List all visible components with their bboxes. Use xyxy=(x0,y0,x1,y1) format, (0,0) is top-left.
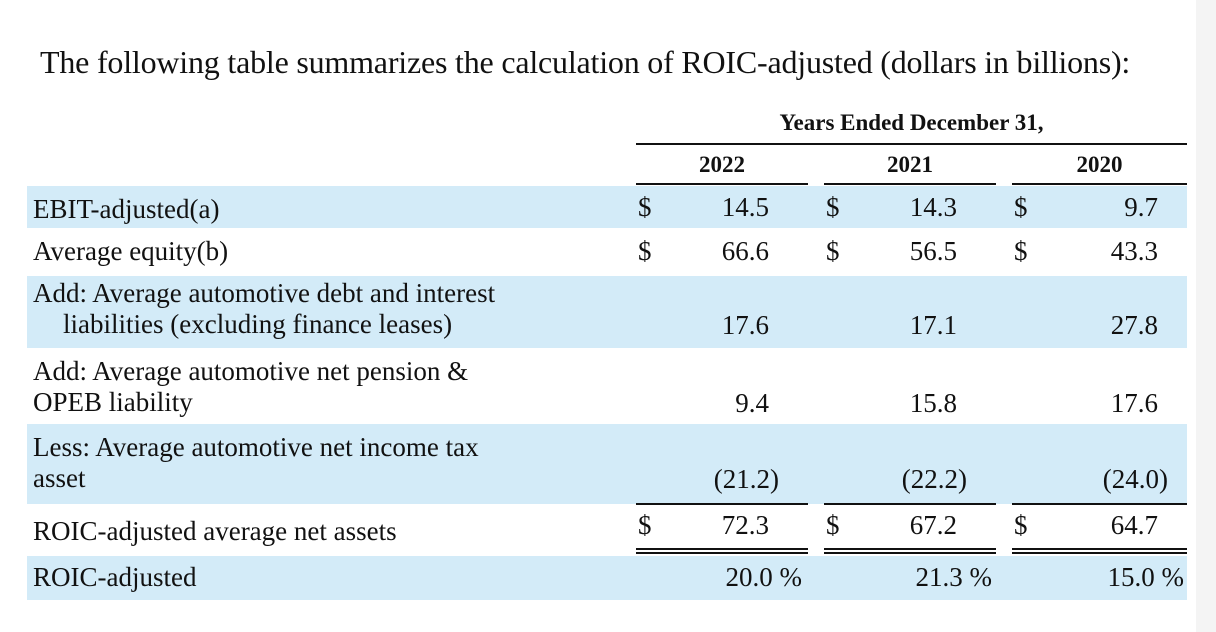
row-label xyxy=(33,236,228,267)
row-label xyxy=(33,194,219,225)
value-2020: 15.0 % xyxy=(1107,562,1184,592)
dollar-sign: $ xyxy=(1014,510,1028,540)
years-ended-header: Years Ended December 31, xyxy=(779,110,1044,135)
row-label-line: Add: Average automotive net pension & xyxy=(33,356,469,386)
total-double-rule xyxy=(824,548,996,554)
table-row-net-assets xyxy=(27,506,1187,550)
value-2021: 56.5 xyxy=(909,236,957,266)
table-row-automotive-debt xyxy=(27,276,1187,348)
value-2021: 15.8 xyxy=(909,388,957,418)
value-2020: (24.0) xyxy=(1102,464,1168,494)
year-2021-header: 2021 xyxy=(887,152,933,177)
row-label-line: ROIC-adjusted average net assets xyxy=(33,516,397,546)
subtotal-rule xyxy=(1012,503,1187,505)
value-2020: 64.7 xyxy=(1110,510,1158,540)
subtotal-rule xyxy=(636,503,808,505)
row-label-line: liabilities (excluding finance leases) xyxy=(63,309,453,339)
value-2020: 9.7 xyxy=(1124,192,1158,222)
value-2021: 21.3 % xyxy=(915,562,992,592)
table-row-ebit-adjusted xyxy=(27,186,1187,228)
row-label-line: Less: Average automotive net income tax xyxy=(33,432,479,462)
row-label-line: EBIT-adjusted(a) xyxy=(33,194,220,224)
subtotal-rule xyxy=(824,503,996,505)
value-2022: (21.2) xyxy=(713,464,779,494)
value-2022: 72.3 xyxy=(721,510,769,540)
value-2022: 66.6 xyxy=(721,236,769,266)
dollar-sign: $ xyxy=(826,236,840,266)
value-2022: 9.4 xyxy=(735,388,769,418)
year-2022-rule xyxy=(636,183,808,185)
total-double-rule xyxy=(636,548,808,554)
total-double-rule xyxy=(1012,548,1187,554)
value-2021: 17.1 xyxy=(909,310,957,340)
year-2020-header: 2020 xyxy=(1076,152,1123,177)
table-row-income-tax-asset xyxy=(27,424,1187,504)
row-label-line: ROIC-adjusted xyxy=(33,562,197,592)
value-2020: 27.8 xyxy=(1110,310,1158,340)
table-row-average-equity xyxy=(27,228,1187,276)
page-edge xyxy=(1196,0,1216,632)
value-2022: 14.5 xyxy=(721,192,769,222)
value-2022: 17.6 xyxy=(721,310,769,340)
value-2022: 20.0 % xyxy=(725,562,802,592)
row-label xyxy=(33,278,495,340)
row-label xyxy=(33,562,196,593)
table-row-roic-adjusted xyxy=(27,556,1187,600)
year-2021-rule xyxy=(824,183,996,185)
value-2021: 67.2 xyxy=(909,510,957,540)
row-label xyxy=(33,356,468,418)
row-label-line: asset xyxy=(33,463,86,493)
year-2020-rule xyxy=(1012,183,1187,185)
value-2020: 17.6 xyxy=(1110,388,1158,418)
dollar-sign: $ xyxy=(1014,236,1028,266)
row-label-line: OPEB liability xyxy=(33,387,193,417)
header-rule xyxy=(636,143,1187,145)
dollar-sign: $ xyxy=(638,192,652,222)
row-label xyxy=(33,516,397,547)
row-label-line: Add: Average automotive debt and interest xyxy=(33,278,496,308)
dollar-sign: $ xyxy=(638,510,652,540)
value-2021: (22.2) xyxy=(901,464,967,494)
table-row-pension-opeb xyxy=(27,348,1187,424)
row-label xyxy=(33,432,479,494)
dollar-sign: $ xyxy=(1014,192,1028,222)
dollar-sign: $ xyxy=(826,192,840,222)
row-label-line: Average equity(b) xyxy=(33,236,229,266)
year-2022-header: 2022 xyxy=(699,152,745,177)
dollar-sign: $ xyxy=(638,236,652,266)
value-2021: 14.3 xyxy=(909,192,957,222)
dollar-sign: $ xyxy=(826,510,840,540)
value-2020: 43.3 xyxy=(1110,236,1158,266)
intro-text: The following table summarizes the calculation of ROIC-adjusted (dollars in billions): xyxy=(40,44,1131,80)
